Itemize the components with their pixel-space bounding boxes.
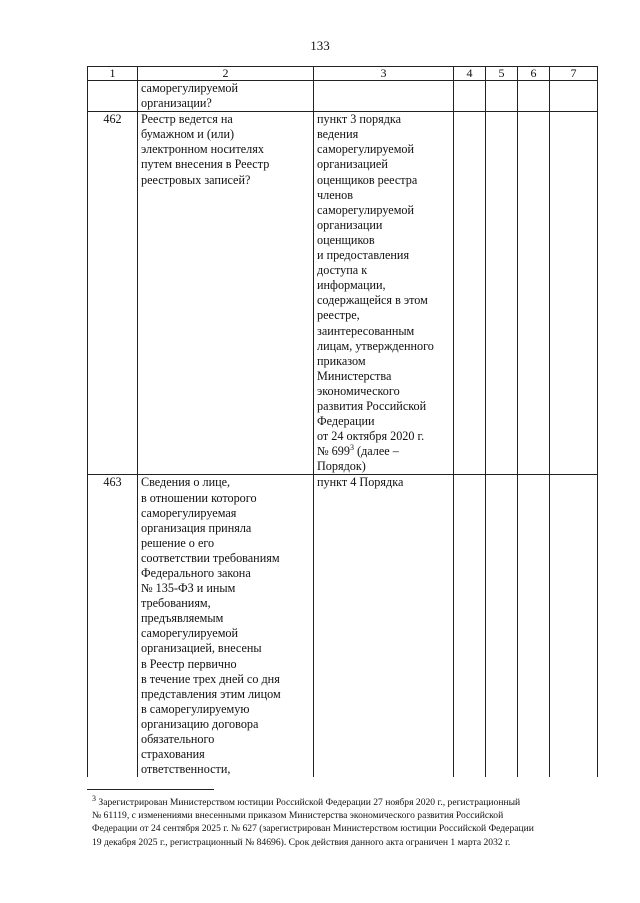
basis-line: заинтересованным [317,323,415,338]
table-row [88,112,598,475]
basis-line: организации [317,217,383,232]
page-number: 133 [310,38,330,53]
basis-line: ведения [317,127,359,142]
footnote-separator [87,789,214,790]
empty-cell [486,112,518,475]
question-cell [138,81,314,112]
question-line: организации? [141,96,212,111]
question-line: Сведения о лице, [141,475,231,490]
basis-line [317,444,450,459]
column-header-5: 5 [486,67,518,81]
question-line: электронном носителях [141,142,264,157]
footnote-marker: 3 [349,443,354,453]
question-line: в саморегулируемую [141,701,250,716]
empty-cell [454,112,486,475]
requirements-table [87,66,598,777]
header-row [88,67,598,81]
row-number: 462 [88,112,138,475]
basis-line: оценщиков [317,232,375,247]
question-line: страхования [141,747,205,762]
footnote-line: № 61119, с изменениями внесенными приказом Министерства экономического развития Российской [92,810,504,822]
empty-cell [454,475,486,777]
empty-cell [550,81,598,112]
question-line: саморегулируемая [141,505,237,520]
basis-line: организацией [317,157,388,172]
basis-text: (далее – [357,444,399,459]
footnote-line: Федерации от 24 сентября 2025 г. № 627 (зарегистрирован Министерством юстиции Российской Федерации [92,823,534,835]
table-row [88,475,598,777]
basis-line: членов [317,187,353,202]
basis-line: информации, [317,278,386,293]
basis-line: экономического [317,383,400,398]
question-line: Федерального закона [141,566,251,580]
question-cell [138,475,314,777]
table-row [88,81,598,112]
question-line: в Реестр первично [141,656,237,671]
empty-cell [518,81,550,112]
column-header-7: 7 [550,67,598,81]
question-line: саморегулируемой [141,81,239,95]
question-line: решение о его [141,535,215,550]
row-number [88,81,138,112]
question-line: № 135-ФЗ и иным [141,581,236,596]
basis-line: пункт 3 порядка [317,112,402,127]
footnote-line: 19 декабря 2025 г., регистрационный № 84696). Срок действия данного акта ограничен 1 марта 2032 г. [92,836,511,848]
question-line: бумажном и (или) [141,127,235,142]
empty-cell [486,81,518,112]
basis-line: оценщиков реестра [317,172,418,187]
empty-cell [550,475,598,777]
column-header-6: 6 [518,67,550,81]
empty-cell [486,475,518,777]
question-line: путем внесения в Реестр [141,157,270,172]
question-line: предъявляемым [141,611,224,626]
question-line: реестровых записей? [141,172,251,187]
basis-line: приказом [317,353,366,368]
basis-cell [314,81,454,112]
basis-line: саморегулируемой [317,202,415,217]
footnote-text: Зарегистрирован Министерством юстиции Российской Федерации 27 ноября 2020 г., регистрационный [98,797,521,808]
column-header-4: 4 [454,67,486,81]
column-header-3: 3 [314,67,454,81]
basis-line: содержащейся в этом [317,293,428,308]
question-line: Реестр ведется на [141,112,233,127]
basis-line: лицам, утвержденного [317,338,434,353]
basis-line: саморегулируемой [317,142,415,157]
empty-cell [454,81,486,112]
question-line: в отношении которого [141,490,257,505]
footnote-line [92,793,598,809]
question-line: организацией, внесены [141,641,262,656]
basis-cell [314,112,454,475]
question-line: соответствии требованиям [141,550,280,565]
basis-line: Федерации [317,414,375,429]
basis-line: пункт 4 Порядка [317,475,404,490]
footnote [92,793,598,849]
empty-cell [518,475,550,777]
question-line: ответственности, [141,762,231,777]
basis-line: развития Российской [317,398,427,413]
question-line: организация приняла [141,520,252,535]
question-line: представления этим лицом [141,686,281,701]
empty-cell [518,112,550,475]
basis-cell [314,475,454,777]
basis-line: Порядок) [317,459,366,474]
column-header-2: 2 [138,67,314,81]
basis-line: от 24 октября 2020 г. [317,429,425,444]
basis-line: доступа к [317,263,368,278]
row-number: 463 [88,475,138,777]
question-cell [138,112,314,475]
footnote-marker: 3 [92,793,96,803]
question-line: саморегулируемой [141,626,239,641]
empty-cell [550,112,598,475]
basis-line: Министерства [317,368,392,383]
question-line: обязательного [141,732,215,747]
basis-line: и предоставления [317,248,410,263]
question-line: организацию договора [141,716,259,731]
question-line: требованиям, [141,596,211,611]
basis-line: реестре, [317,308,360,323]
order-number: № 699 [317,444,350,459]
question-line: в течение трех дней со дня [141,671,280,686]
column-header-1: 1 [88,67,138,81]
